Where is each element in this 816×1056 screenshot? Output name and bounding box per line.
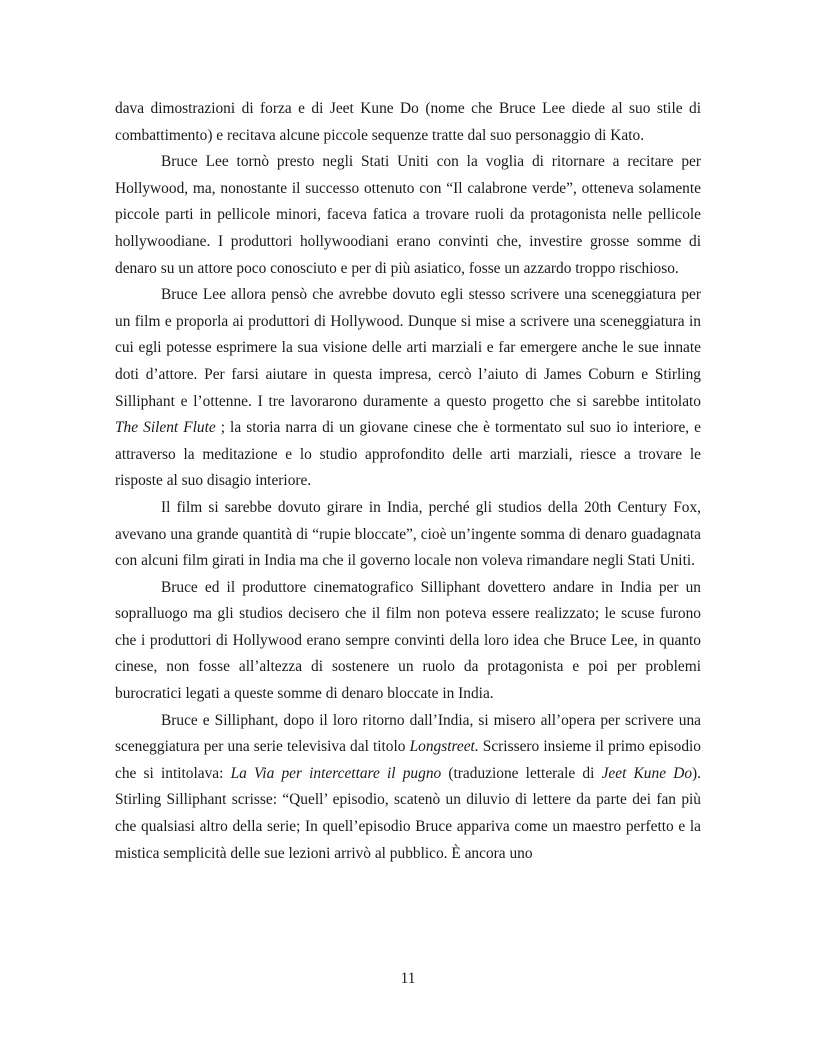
- paragraph-5-text: Bruce ed il produttore cinematografico Silliphant dovettero andare in India per un sopralluogo ma gli studios decisero che il film non poteva essere realizzato; le scuse furono che i produttori di Hollywood erano sempre convinti della loro idea che Bruce Lee, in quanto cinese, non fosse all’altezza di sostenere un ruolo da protagonista e poi per problemi burocratici legati a queste somme di denaro bloccate in India.: [115, 578, 701, 703]
- paragraph-6-text-b: Scrissero insieme il primo episodio che si intitolava:: [115, 738, 701, 782]
- paragraph-3-text-b: ; la storia narra di un giovane cinese che è tormentato sul suo io interiore, e attraverso la meditazione e lo studio approfondito delle arti marziali, riesce a trovare le risposte al suo disagio interiore.: [115, 419, 702, 490]
- paragraph-2: [115, 149, 701, 282]
- paragraph-6-text-d: ). Stirling Silliphant scrisse: “Quell’ episodio, scatenò un diluvio di lettere da parte dei fan più che qualsiasi altro della serie; In quell’episodio Bruce appariva come un maestro perfetto e la mistica semplicità delle sue lezioni arrivò al pubblico. È ancora uno: [115, 764, 702, 862]
- film-title-silent-flute: The Silent Flute: [115, 419, 216, 437]
- paragraph-1: [115, 96, 701, 149]
- paragraph-2-text: Bruce Lee tornò presto negli Stati Uniti con la voglia di ritornare a recitare per Hollywood, ma, nonostante il successo ottenuto con “Il calabrone verde”, otteneva solamente piccole parti in pellicole minori, faceva fatica a trovare ruoli da protagonista nelle pellicole hollywoodiane. I produttori hollywoodiani erano convinti che, investire grosse somme di denaro su un attore poco conosciuto e per di più asiatico, fosse un azzardo troppo rischioso.: [115, 153, 701, 277]
- paragraph-3: [115, 282, 701, 495]
- paragraph-3-text-a: Bruce Lee allora pensò che avrebbe dovuto egli stesso scrivere una sceneggiatura per un film e proporla ai produttori di Hollywood. Dunque si mise a scrivere una sceneggiatura in cui egli potesse esprimere la sua visione delle arti marziali e far emergere anche le sue innate doti d’attore. Per farsi aiutare in questa impresa, cercò l’aiuto di James Coburn e Stirling Silliphant e l’ottenne. I tre lavorarono duramente a questo progetto che si sarebbe intitolato: [115, 286, 701, 410]
- paragraph-4: [115, 495, 701, 575]
- jeet-kune-do-term: Jeet Kune Do: [601, 764, 693, 782]
- page-number: 11: [400, 970, 416, 987]
- paragraph-6-text-a: Bruce e Silliphant, dopo il loro ritorno dall’India, si misero all’opera per scrivere una sceneggiatura per una serie televisiva dal titolo: [115, 711, 701, 756]
- series-title-longstreet: Longstreet.: [409, 738, 479, 756]
- paragraph-4-text: Il film si sarebbe dovuto girare in India, perché gli studios della 20th Century Fox, avevano una grande quantità di “rupie bloccate”, cioè un’ingente somma di denaro guadagnata con alcuni film girati in India ma che il governo locale non voleva rimandare negli Stati Uniti.: [115, 498, 701, 570]
- paragraph-5: [115, 575, 701, 708]
- paragraph-1-text: dava dimostrazioni di forza e di Jeet Kune Do (nome che Bruce Lee diede al suo stile di combattimento) e recitava alcune piccole sequenze tratte dal suo personaggio di Kato.: [115, 100, 701, 144]
- episode-title: La Via per intercettare il pugno: [230, 764, 442, 782]
- paragraph-6: [115, 708, 701, 868]
- body-text: [115, 96, 701, 867]
- paragraph-6-text-c: (traduzione letterale di: [441, 764, 602, 782]
